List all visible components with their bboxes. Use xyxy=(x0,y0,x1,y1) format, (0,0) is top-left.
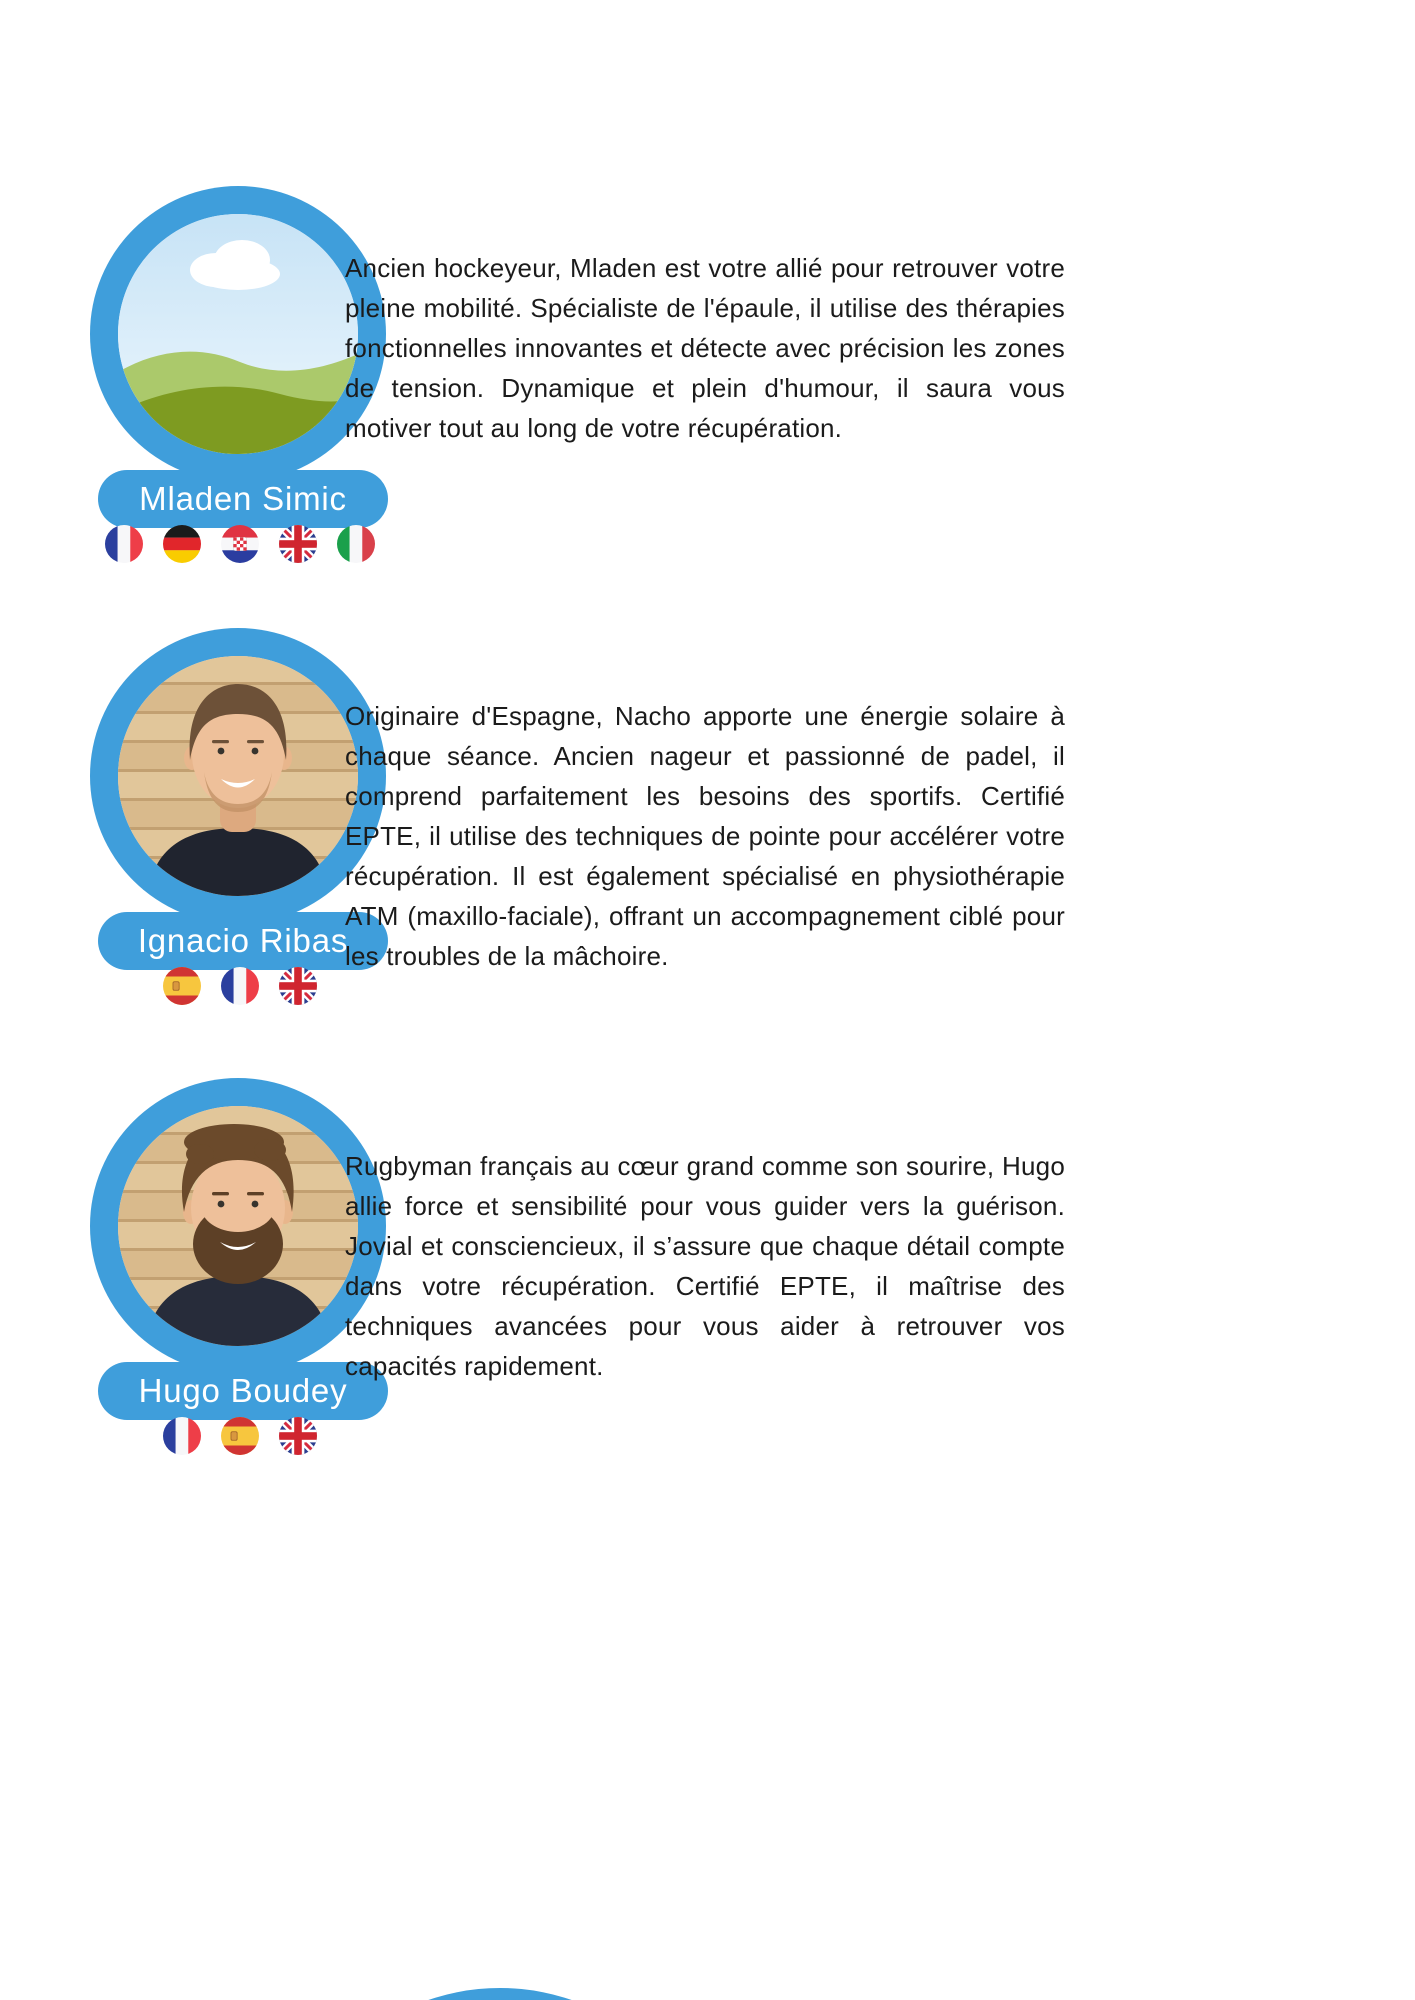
language-flags xyxy=(90,525,390,563)
flag-italy-icon xyxy=(337,525,375,563)
team-members-list xyxy=(90,186,1415,1508)
flag-uk-icon xyxy=(279,967,317,1005)
flag-spain-icon xyxy=(221,1417,259,1455)
flag-uk-icon xyxy=(279,525,317,563)
avatar xyxy=(90,1078,386,1374)
member-description: Originaire d'Espagne, Nacho apporte une énergie solaire à chaque séance. Ancien nageur et passionné de padel, il comprend parfaitement les besoins des sportifs. Certifié EPTE, il utilise des techniques de pointe pour accélérer votre récupération. Il est également spécialisé en physiothérapie ATM (maxillo-faciale), offrant un accompagnement ciblé pour les troubles de la mâchoire. xyxy=(345,701,1065,971)
flag-france-icon xyxy=(163,1417,201,1455)
member-description: Ancien hockeyeur, Mladen est votre allié pour retrouver votre pleine mobilité. Spécialiste de l'épaule, il utilise des thérapies fonctionnelles innovantes et détecte avec précision les zones de tension. Dynamique et plein d'humour, il saura vous motiver tout au long de votre récupération. xyxy=(345,253,1065,443)
flag-uk-icon xyxy=(279,1417,317,1455)
next-profile-peek-circle xyxy=(280,1988,720,2000)
member-name: Ignacio Ribas xyxy=(137,922,349,959)
flag-germany-icon xyxy=(163,525,201,563)
member-description: Rugbyman français au cœur grand comme son sourire, Hugo allie force et sensibilité pour vous guider vers la guérison. Jovial et consciencieux, il s’assure que chaque détail compte dans votre récupération. Certifié EPTE, il maîtrise des techniques avancées pour vous aider à retrouver vos capacités rapidement. xyxy=(345,1151,1065,1381)
team-member-row xyxy=(90,186,1415,628)
landscape-placeholder-image xyxy=(118,214,358,454)
name-badge xyxy=(98,470,388,528)
team-member-row xyxy=(90,1078,1415,1508)
member-name: Hugo Boudey xyxy=(138,1372,348,1409)
avatar xyxy=(90,628,386,924)
photo-man-short-hair-wood-background xyxy=(118,656,358,896)
member-name: Mladen Simic xyxy=(139,480,347,517)
flag-france-icon xyxy=(105,525,143,563)
avatar xyxy=(90,186,386,482)
language-flags xyxy=(90,1417,390,1455)
flag-croatia-icon xyxy=(221,525,259,563)
team-member-row xyxy=(90,628,1415,1078)
photo-man-full-beard-wood-background xyxy=(118,1106,358,1346)
flag-france-icon xyxy=(221,967,259,1005)
flag-spain-icon xyxy=(163,967,201,1005)
